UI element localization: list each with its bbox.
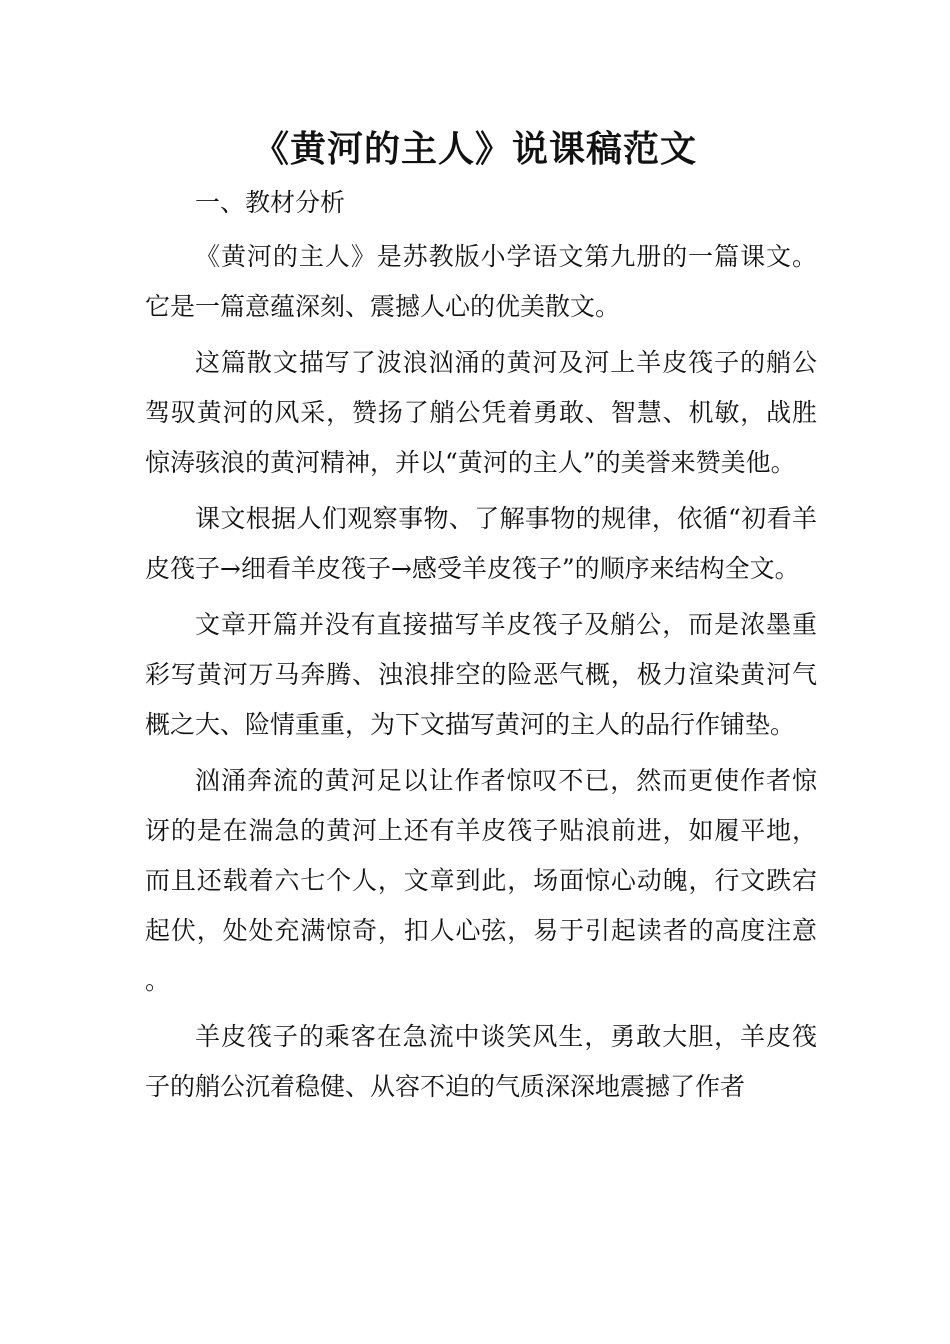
- paragraph-1: 《黄河的主人》是苏教版小学语文第九册的一篇课文。它是一篇意蕴深刻、震撼人心的优美散文。: [145, 242, 817, 321]
- paragraph-3: 课文根据人们观察事物、了解事物的规律，依循“初看羊皮筏子→细看羊皮筏子→感受羊皮筏子”的顺序来结构全文。: [145, 504, 817, 583]
- paragraph-4: 文章开篇并没有直接描写羊皮筏子及艄公，而是浓墨重彩写黄河万马奔腾、浊浪排空的险恶气概，极力渲染黄河气概之大、险情重重，为下文描写黄河的主人的品行作铺垫。: [145, 610, 817, 739]
- document-body: [145, 178, 817, 1112]
- paragraph-6: 羊皮筏子的乘客在急流中谈笑风生，勇敢大胆，羊皮筏子的艄公沉着稳健、从容不迫的气质深深地震撼了作者: [145, 1022, 817, 1101]
- paragraph-2: 这篇散文描写了波浪汹涌的黄河及河上羊皮筏子的艄公驾驭黄河的风采，赞扬了艄公凭着勇敢、智慧、机敏，战胜惊涛骇浪的黄河精神，并以“黄河的主人”的美誉来赞美他。: [145, 348, 817, 477]
- document-title: 《黄河的主人》说课稿范文: [252, 129, 697, 170]
- section-heading: 一、教材分析: [195, 188, 346, 217]
- paragraph-5: 汹涌奔流的黄河足以让作者惊叹不已，然而更使作者惊讶的是在湍急的黄河上还有羊皮筏子贴浪前进，如履平地，而且还载着六七个人，文章到此，场面惊心动魄，行文跌宕起伏，处处充满惊奇，扣人心弦，易于引起读者的高度注意。: [145, 766, 817, 995]
